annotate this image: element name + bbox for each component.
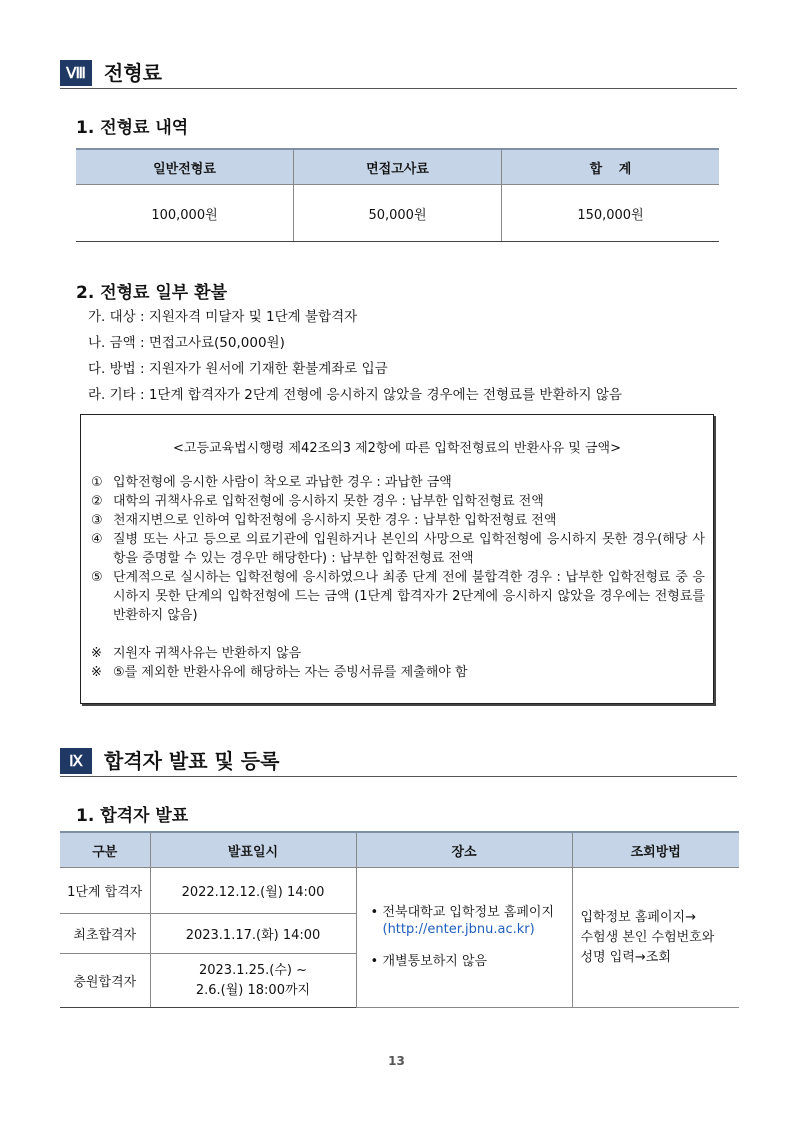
table-cell: 충원합격자 xyxy=(60,954,150,1008)
list-text: 천재지변으로 인하여 입학전형에 응시하지 못한 경우 : 납부한 입학전형료 전액 xyxy=(113,513,557,528)
place-cell xyxy=(356,868,572,1008)
list-item xyxy=(91,511,705,530)
list-item xyxy=(91,473,705,492)
page-number: 13 xyxy=(388,1054,405,1068)
table-header-cell: 면접고사료 xyxy=(294,149,502,185)
list-marker: ④ xyxy=(91,532,103,547)
list-item: 다. 방법 : 지원자가 원서에 기재한 환불계좌로 입금 xyxy=(88,361,388,377)
table-cell xyxy=(150,954,356,1008)
table-header-cell: 발표일시 xyxy=(150,832,356,868)
list-text: 입학전형에 응시한 사람이 착오로 과납한 경우 : 과납한 금액 xyxy=(113,475,452,490)
table-header-row xyxy=(60,832,739,868)
subsection-title: 1. 전형료 내역 xyxy=(76,118,189,138)
place-bullet: • 전북대학교 입학정보 홈페이지 xyxy=(370,905,555,920)
method-line: 성명 입력→조회 xyxy=(580,949,671,965)
list-marker: ⑤ xyxy=(91,570,103,585)
table-cell: 150,000원 xyxy=(501,185,719,242)
note-item xyxy=(91,663,705,682)
list-text: 대학의 귀책사유로 입학전형에 응시하지 못한 경우 : 납부한 입학전형료 전액 xyxy=(113,494,544,509)
subsection-title: 2. 전형료 일부 환불 xyxy=(76,283,227,303)
refund-notice-box xyxy=(80,414,714,704)
section-number-badge: Ⅸ xyxy=(60,748,92,774)
note-marker: ※ xyxy=(91,646,102,661)
table-row xyxy=(76,185,719,242)
place-bullet: • 개별통보하지 않음 xyxy=(370,954,488,969)
table-cell: 50,000원 xyxy=(294,185,502,242)
table-header-cell: 합 계 xyxy=(501,149,719,185)
list-item: 라. 기타 : 1단계 합격자가 2단계 전형에 응시하지 않았을 경우에는 전형료를 반환하지 않음 xyxy=(88,387,622,403)
method-line: 입학정보 홈페이지→ xyxy=(580,909,696,925)
table-cell: 2023.1.17.(화) 14:00 xyxy=(150,914,356,954)
list-text: 질병 또는 사고 등으로 의료기관에 입원하거나 본인의 사망으로 입학전형에 응시하지 못한 경우(해당 사항을 증명할 수 있는 경우만 해당한다) : 납부한 입학전형료 전액 xyxy=(113,532,705,566)
table-row xyxy=(60,868,739,914)
table-cell: 2022.12.12.(월) 14:00 xyxy=(150,868,356,914)
section-number-badge: Ⅷ xyxy=(60,60,92,86)
announcement-table xyxy=(60,831,739,1008)
list-item: 나. 금액 : 면접고사료(50,000원) xyxy=(88,335,285,351)
list-item xyxy=(91,568,705,625)
table-cell: 100,000원 xyxy=(76,185,294,242)
table-cell: 최초합격자 xyxy=(60,914,150,954)
list-marker: ③ xyxy=(91,513,103,528)
table-header-row xyxy=(76,149,719,185)
fee-table xyxy=(76,148,719,242)
list-item xyxy=(91,530,705,568)
date-line: 2023.1.25.(수) ~ xyxy=(198,962,308,978)
section-8-header xyxy=(60,60,737,89)
subsection-title: 1. 합격자 발표 xyxy=(76,806,189,826)
notice-list xyxy=(91,473,705,682)
homepage-link[interactable]: (http://enter.jbnu.ac.kr) xyxy=(382,922,535,937)
method-cell xyxy=(572,868,739,1008)
list-item: 가. 대상 : 지원자격 미달자 및 1단계 불합격자 xyxy=(88,309,358,325)
list-marker: ② xyxy=(91,494,103,509)
section-9-header xyxy=(60,748,737,777)
list-marker: ① xyxy=(91,475,103,490)
note-text: ⑤를 제외한 반환사유에 해당하는 자는 증빙서류를 제출해야 함 xyxy=(113,665,468,680)
list-item xyxy=(91,492,705,511)
table-header-cell: 조회방법 xyxy=(572,832,739,868)
table-header-cell: 장소 xyxy=(356,832,572,868)
section-title: 합격자 발표 및 등록 xyxy=(104,749,280,773)
notice-title: <고등교육법시행령 제42조의3 제2항에 따른 입학전형료의 반환사유 및 금액> xyxy=(173,441,621,456)
date-line: 2.6.(월) 18:00까지 xyxy=(195,982,311,998)
note-item xyxy=(91,644,705,663)
note-text: 지원자 귀책사유는 반환하지 않음 xyxy=(113,646,302,661)
table-header-cell: 구분 xyxy=(60,832,150,868)
table-header-cell: 일반전형료 xyxy=(76,149,294,185)
place-text: 전북대학교 입학정보 홈페이지 xyxy=(382,905,555,920)
method-line: 수험생 본인 수험번호와 xyxy=(580,929,715,945)
place-text: 개별통보하지 않음 xyxy=(382,954,488,969)
list-text: 단계적으로 실시하는 입학전형에 응시하였으나 최종 단계 전에 불합격한 경우 : 납부한 입학전형료 중 응시하지 못한 단계의 입학전형에 드는 금액 (1단계 합격자가 2단계에 응시하지 않았을 경우에는 전형료를 반환하지 않음) xyxy=(113,570,705,623)
note-marker: ※ xyxy=(91,665,102,680)
section-title: 전형료 xyxy=(104,61,162,85)
table-cell: 1단계 합격자 xyxy=(60,868,150,914)
